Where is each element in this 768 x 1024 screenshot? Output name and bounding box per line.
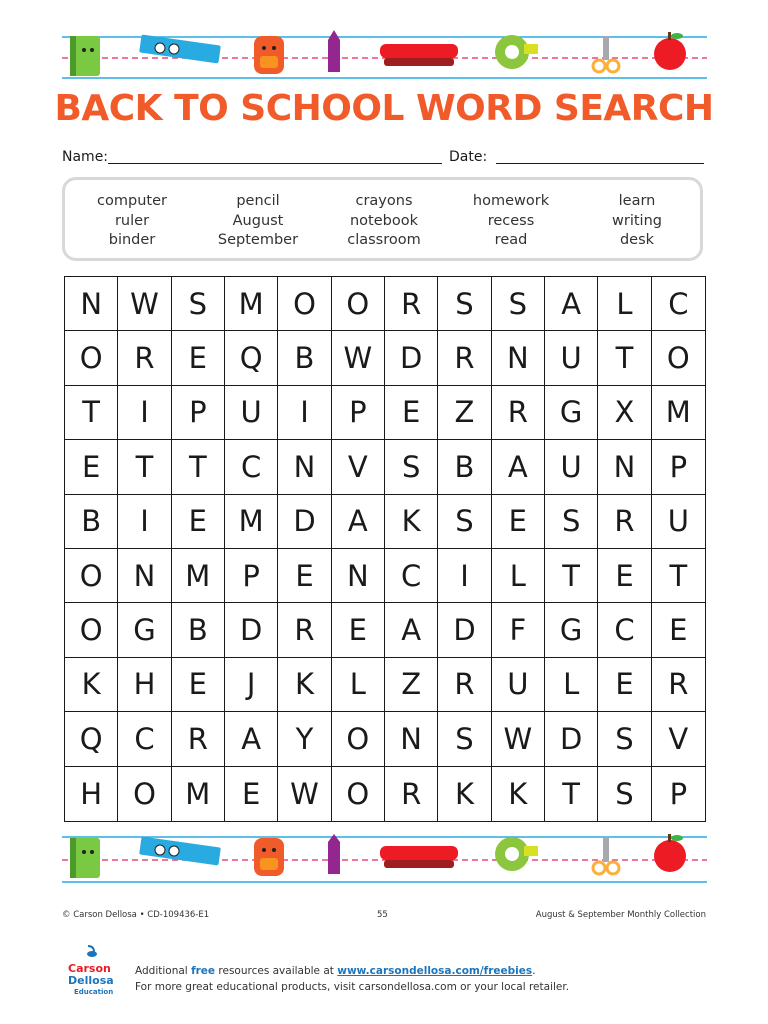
promo-line2: For more great educational products, visit carsondellosa.com or your local retailer. — [135, 981, 570, 993]
grid-cell[interactable]: S — [438, 712, 491, 766]
name-label: Name: — [62, 149, 109, 165]
word-bank-item: desk — [619, 232, 655, 248]
grid-cell[interactable]: I — [118, 495, 171, 549]
word-bank-item: pencil — [236, 193, 280, 209]
grid-cell[interactable]: R — [598, 495, 651, 549]
scissors-icon — [593, 838, 619, 874]
tape-icon — [495, 35, 538, 69]
word-bank-item: binder — [108, 232, 156, 248]
grid-cell[interactable]: T — [65, 386, 118, 440]
grid-cell[interactable]: W — [492, 712, 545, 766]
grid-cell[interactable]: B — [172, 603, 225, 657]
grid-cell[interactable]: D — [278, 495, 331, 549]
grid-cell[interactable]: B — [438, 440, 491, 494]
top-border-strip — [62, 30, 707, 82]
grid-cell[interactable]: E — [225, 767, 278, 821]
footer-page-number: 55 — [377, 910, 388, 920]
logo-line2: Dellosa — [68, 974, 114, 987]
ruler-icon — [139, 837, 221, 866]
grid-cell[interactable]: Q — [65, 712, 118, 766]
backpack-icon — [254, 36, 284, 74]
promo-prefix: Additional — [135, 965, 192, 977]
grid-cell[interactable]: W — [278, 767, 331, 821]
grid-cell[interactable]: E — [385, 386, 438, 440]
book-icon — [70, 36, 100, 76]
word-bank-item: read — [494, 232, 528, 248]
grid-cell[interactable]: R — [438, 658, 491, 712]
grid-cell[interactable]: E — [598, 658, 651, 712]
promo-middle: resources available at — [215, 965, 338, 977]
grid-cell[interactable]: N — [278, 440, 331, 494]
grid-cell[interactable]: A — [492, 440, 545, 494]
grid-cell[interactable]: S — [438, 495, 491, 549]
grid-cell[interactable]: E — [652, 603, 705, 657]
logo-line1: Carson — [68, 962, 111, 975]
grid-cell[interactable]: C — [652, 277, 705, 331]
grid-cell[interactable]: O — [65, 603, 118, 657]
grid-cell[interactable]: C — [225, 440, 278, 494]
book-icon — [70, 838, 100, 878]
grid-cell[interactable]: R — [492, 386, 545, 440]
grid-cell[interactable]: X — [598, 386, 651, 440]
grid-cell[interactable]: S — [492, 277, 545, 331]
grid-cell[interactable]: N — [332, 549, 385, 603]
carson-dellosa-logo — [64, 944, 124, 1000]
freebies-link[interactable]: www.carsondellosa.com/freebies — [337, 965, 533, 977]
grid-cell[interactable]: E — [278, 549, 331, 603]
grid-cell[interactable]: O — [278, 277, 331, 331]
tape-icon — [495, 837, 538, 871]
grid-cell[interactable]: T — [545, 549, 598, 603]
grid-cell[interactable]: D — [225, 603, 278, 657]
grid-cell[interactable]: S — [598, 712, 651, 766]
grid-cell[interactable]: D — [438, 603, 491, 657]
word-bank-item: crayons — [355, 193, 413, 209]
grid-cell[interactable]: P — [172, 386, 225, 440]
grid-cell[interactable]: D — [385, 331, 438, 385]
grid-cell[interactable]: T — [598, 331, 651, 385]
grid-cell[interactable]: R — [385, 277, 438, 331]
name-field[interactable] — [108, 163, 442, 164]
grid-cell[interactable]: L — [598, 277, 651, 331]
grid-cell[interactable]: I — [278, 386, 331, 440]
crayon-icon — [328, 834, 340, 874]
grid-cell[interactable]: O — [65, 549, 118, 603]
grid-cell[interactable]: B — [65, 495, 118, 549]
word-bank-item: August — [232, 212, 284, 229]
word-bank-item: September — [217, 232, 299, 248]
grid-cell[interactable]: G — [545, 603, 598, 657]
logo-line3: Education — [74, 988, 114, 996]
grid-cell[interactable]: N — [65, 277, 118, 331]
grid-cell[interactable]: N — [598, 440, 651, 494]
grid-cell[interactable]: H — [65, 767, 118, 821]
grid-cell[interactable]: U — [545, 331, 598, 385]
grid-cell[interactable]: P — [652, 440, 705, 494]
grid-cell[interactable]: O — [118, 767, 171, 821]
word-bank-item: homework — [472, 193, 550, 209]
grid-cell[interactable]: O — [65, 331, 118, 385]
promo-suffix: . — [532, 965, 536, 977]
grid-cell[interactable]: H — [118, 658, 171, 712]
grid-cell[interactable]: R — [385, 767, 438, 821]
grid-cell[interactable]: W — [118, 277, 171, 331]
grid-cell[interactable]: D — [545, 712, 598, 766]
word-search-grid — [64, 276, 706, 822]
grid-cell[interactable]: C — [598, 603, 651, 657]
word-bank-column — [320, 192, 448, 251]
grid-cell[interactable]: E — [492, 495, 545, 549]
promo-text — [135, 963, 569, 995]
grid-cell[interactable]: Q — [225, 331, 278, 385]
grid-cell[interactable]: N — [492, 331, 545, 385]
grid-cell[interactable]: K — [65, 658, 118, 712]
word-bank-item: notebook — [349, 212, 418, 229]
grid-cell[interactable]: S — [545, 495, 598, 549]
grid-cell[interactable]: K — [492, 767, 545, 821]
grid-cell[interactable]: S — [172, 277, 225, 331]
word-bank-item: learn — [618, 193, 656, 209]
grid-cell[interactable]: C — [118, 712, 171, 766]
stapler-icon — [380, 44, 458, 66]
word-bank-column — [194, 192, 322, 251]
grid-cell[interactable]: C — [385, 549, 438, 603]
grid-cell[interactable]: E — [172, 658, 225, 712]
grid-cell[interactable]: T — [652, 549, 705, 603]
grid-cell[interactable]: Y — [278, 712, 331, 766]
grid-cell[interactable]: K — [385, 495, 438, 549]
grid-cell[interactable]: I — [118, 386, 171, 440]
grid-cell[interactable]: O — [332, 767, 385, 821]
stapler-icon — [380, 846, 458, 868]
grid-cell[interactable]: T — [118, 440, 171, 494]
apple-icon — [654, 834, 686, 872]
grid-cell[interactable]: U — [545, 440, 598, 494]
date-field[interactable] — [496, 163, 704, 164]
grid-cell[interactable]: A — [332, 495, 385, 549]
grid-cell[interactable]: R — [438, 331, 491, 385]
footer-collection: August & September Monthly Collection — [535, 910, 706, 920]
promo-free: free — [191, 965, 216, 977]
grid-cell[interactable]: T — [545, 767, 598, 821]
footer-copyright: © Carson Dellosa • CD-109436-E1 — [62, 910, 210, 920]
grid-cell[interactable]: M — [172, 767, 225, 821]
grid-cell[interactable]: N — [118, 549, 171, 603]
grid-cell[interactable]: U — [225, 386, 278, 440]
grid-cell[interactable]: V — [652, 712, 705, 766]
word-bank-item: computer — [97, 193, 167, 209]
grid-cell[interactable]: Z — [438, 386, 491, 440]
grid-cell[interactable]: E — [332, 603, 385, 657]
grid-cell[interactable]: Z — [385, 658, 438, 712]
grid-cell[interactable]: S — [438, 277, 491, 331]
grid-cell[interactable]: A — [545, 277, 598, 331]
grid-cell[interactable]: L — [332, 658, 385, 712]
word-bank-column — [68, 192, 196, 251]
grid-cell[interactable]: A — [385, 603, 438, 657]
word-bank-column — [573, 192, 701, 251]
grid-cell[interactable]: N — [385, 712, 438, 766]
grid-cell[interactable]: E — [172, 495, 225, 549]
grid-cell[interactable]: M — [225, 495, 278, 549]
grid-cell[interactable]: E — [172, 331, 225, 385]
word-bank — [62, 177, 703, 261]
grid-cell[interactable]: E — [598, 549, 651, 603]
scissors-icon — [593, 36, 619, 72]
grid-cell[interactable]: F — [492, 603, 545, 657]
grid-cell[interactable]: J — [225, 658, 278, 712]
grid-cell[interactable]: R — [118, 331, 171, 385]
word-bank-item: classroom — [347, 232, 421, 248]
grid-cell[interactable]: M — [172, 549, 225, 603]
word-bank-item: ruler — [114, 212, 150, 229]
date-label: Date: — [449, 149, 488, 165]
grid-cell[interactable]: U — [652, 495, 705, 549]
bottom-border-strip — [62, 834, 707, 886]
grid-cell[interactable]: L — [545, 658, 598, 712]
grid-cell[interactable]: K — [438, 767, 491, 821]
grid-cell[interactable]: P — [332, 386, 385, 440]
grid-cell[interactable]: O — [332, 712, 385, 766]
grid-cell[interactable]: P — [669, 776, 688, 811]
grid-cell[interactable]: R — [652, 658, 705, 712]
grid-cell[interactable]: I — [438, 549, 491, 603]
page-title: BACK TO SCHOOL WORD SEARCH — [54, 88, 714, 129]
grid-cell[interactable]: W — [332, 331, 385, 385]
backpack-icon — [254, 838, 284, 876]
grid-cell[interactable]: E — [65, 440, 118, 494]
ruler-icon — [139, 35, 221, 64]
grid-cell[interactable]: G — [545, 386, 598, 440]
grid-cell[interactable]: M — [225, 277, 278, 331]
grid-cell[interactable]: K — [278, 658, 331, 712]
grid-cell[interactable]: V — [332, 440, 385, 494]
grid-cell[interactable]: S — [385, 440, 438, 494]
word-bank-column — [447, 192, 575, 251]
word-bank-item: recess — [487, 212, 535, 229]
grid-cell[interactable]: B — [278, 331, 331, 385]
grid-cell[interactable]: M — [652, 386, 705, 440]
grid-cell[interactable]: G — [118, 603, 171, 657]
grid-cell[interactable]: S — [598, 767, 651, 821]
grid-cell[interactable]: T — [172, 440, 225, 494]
grid-cell[interactable]: R — [172, 712, 225, 766]
grid-cell[interactable]: O — [332, 277, 385, 331]
grid-cell[interactable]: L — [492, 549, 545, 603]
grid-cell[interactable]: U — [492, 658, 545, 712]
grid-cell[interactable]: A — [225, 712, 278, 766]
word-bank-item: writing — [612, 212, 662, 229]
grid-cell[interactable]: O — [652, 331, 705, 385]
grid-cell[interactable]: P — [225, 549, 278, 603]
grid-cell[interactable]: R — [278, 603, 331, 657]
